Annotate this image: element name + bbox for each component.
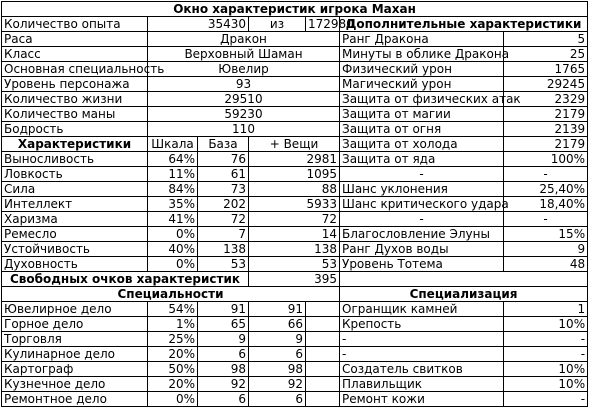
stat-name: Устойчивость: [2, 242, 148, 257]
specialty-name: Ювелирное дело: [2, 302, 148, 317]
info-value: 59230: [148, 107, 340, 122]
additional-value: 5: [504, 32, 588, 47]
additional-value: 25,40%: [504, 182, 588, 197]
specialization-value: -: [504, 332, 588, 347]
stat-scale: 64%: [148, 152, 198, 167]
additional-value: 29245: [504, 77, 588, 92]
character-stats-table: [1, 1, 588, 407]
specialty-row: [2, 332, 588, 347]
specialties-header-row: [2, 287, 588, 302]
specialty-base: 91: [198, 302, 249, 317]
stat-row: [2, 167, 588, 182]
specialty-base: 92: [198, 377, 249, 392]
additional-label: Ранг Духов воды: [340, 242, 504, 257]
stat-row: [2, 152, 588, 167]
stat-row: [2, 227, 588, 242]
additional-value: 1765: [504, 62, 588, 77]
additional-label: Уровень Тотема: [340, 257, 504, 272]
exp-current: 35430: [148, 17, 249, 32]
specialty-items: 9: [249, 332, 306, 347]
empty-cell: [306, 362, 340, 377]
empty-cell: [306, 302, 340, 317]
specialization-label: Создатель свитков: [340, 362, 504, 377]
specialty-scale: 20%: [148, 377, 198, 392]
stat-scale: 11%: [148, 167, 198, 182]
stat-scale: 35%: [148, 197, 198, 212]
stats-base-header: База: [198, 137, 249, 152]
info-value: 110: [148, 122, 340, 137]
specialty-base: 65: [198, 317, 249, 332]
additional-label: Шанс уклонения: [340, 182, 504, 197]
info-row: [2, 77, 588, 92]
stats-scale-header: Шкала: [148, 137, 198, 152]
specialty-items: 6: [249, 392, 306, 407]
stat-row: [2, 197, 588, 212]
info-row: [2, 107, 588, 122]
specialty-scale: 1%: [148, 317, 198, 332]
additional-value: 2329: [504, 92, 588, 107]
info-label: Количество маны: [2, 107, 148, 122]
specialization-value: 10%: [504, 377, 588, 392]
info-value: Дракон: [148, 32, 340, 47]
specialization-label: Крепость: [340, 317, 504, 332]
stat-row: [2, 212, 588, 227]
additional-value: 9: [504, 242, 588, 257]
additional-value: 2179: [504, 137, 588, 152]
stat-scale: 84%: [148, 182, 198, 197]
specialty-items: 66: [249, 317, 306, 332]
additional-label: Благословление Элуны: [340, 227, 504, 242]
exp-of: из: [249, 17, 306, 32]
specialty-name: Ремонтное дело: [2, 392, 148, 407]
specialization-label: Плавильщик: [340, 377, 504, 392]
specialization-value: -: [504, 347, 588, 362]
free-points-row: [2, 272, 588, 287]
specialization-value: 10%: [504, 317, 588, 332]
stat-items: 88: [249, 182, 340, 197]
additional-label: Ранг Дракона: [340, 32, 504, 47]
specialization-title: Специализация: [340, 287, 588, 302]
stat-row: [2, 242, 588, 257]
empty-cell: [306, 392, 340, 407]
specialty-base: 6: [198, 347, 249, 362]
specialization-label: -: [340, 332, 504, 347]
info-row: [2, 32, 588, 47]
empty-cell: [306, 317, 340, 332]
free-points-label: Свободных очков характеристик: [2, 272, 249, 287]
stat-items: 72: [249, 212, 340, 227]
additional-label: Защита от магии: [340, 107, 504, 122]
additional-value: 18,40%: [504, 197, 588, 212]
info-value: Верховный Шаман: [148, 47, 340, 62]
stats-items-header: + Вещи: [249, 137, 340, 152]
stat-scale: 0%: [148, 257, 198, 272]
additional-label: -: [340, 212, 504, 227]
empty-cell: [340, 272, 504, 287]
stat-items: 138: [249, 242, 340, 257]
info-label: Количество жизни: [2, 92, 148, 107]
info-value: Ювелир: [148, 62, 340, 77]
info-label: Бодрость: [2, 122, 148, 137]
stat-scale: 41%: [148, 212, 198, 227]
stat-name: Ремесло: [2, 227, 148, 242]
info-row: [2, 62, 588, 77]
stat-items: 2981: [249, 152, 340, 167]
specialty-row: [2, 317, 588, 332]
stat-items: 5933: [249, 197, 340, 212]
additional-label: Минуты в облике Дракона: [340, 47, 504, 62]
info-row: [2, 92, 588, 107]
specialty-row: [2, 392, 588, 407]
stat-row: [2, 257, 588, 272]
stat-base: 76: [198, 152, 249, 167]
additional-label: Магический урон: [340, 77, 504, 92]
additional-value: 48: [504, 257, 588, 272]
free-points-value: 395: [249, 272, 340, 287]
specialty-row: [2, 377, 588, 392]
specialty-base: 6: [198, 392, 249, 407]
stat-items: 1095: [249, 167, 340, 182]
empty-cell: [504, 272, 588, 287]
info-label: Уровень персонажа: [2, 77, 148, 92]
additional-value: -: [504, 212, 588, 227]
stat-base: 73: [198, 182, 249, 197]
specialty-row: [2, 362, 588, 377]
additional-value: 15%: [504, 227, 588, 242]
specialty-name: Картограф: [2, 362, 148, 377]
info-row: [2, 47, 588, 62]
specialty-name: Торговля: [2, 332, 148, 347]
window-title: Окно характеристик игрока Махан: [2, 2, 588, 17]
stats-header-row: [2, 137, 588, 152]
stat-scale: 0%: [148, 227, 198, 242]
stat-scale: 40%: [148, 242, 198, 257]
stat-items: 53: [249, 257, 340, 272]
stat-base: 7: [198, 227, 249, 242]
specialization-label: Огранщик камней: [340, 302, 504, 317]
specialty-name: Горное дело: [2, 317, 148, 332]
info-label: Раса: [2, 32, 148, 47]
specialty-items: 91: [249, 302, 306, 317]
specialization-value: 1: [504, 302, 588, 317]
stat-name: Выносливость: [2, 152, 148, 167]
empty-cell: [306, 332, 340, 347]
specialty-scale: 20%: [148, 347, 198, 362]
specialty-row: [2, 347, 588, 362]
specialty-scale: 50%: [148, 362, 198, 377]
info-label: Класс: [2, 47, 148, 62]
info-label: Основная специальность: [2, 62, 148, 77]
exp-row: [2, 17, 588, 32]
specialty-base: 9: [198, 332, 249, 347]
specialty-items: 98: [249, 362, 306, 377]
additional-label: Физический урон: [340, 62, 504, 77]
additional-label: Защита от холода: [340, 137, 504, 152]
stat-base: 138: [198, 242, 249, 257]
stat-name: Интеллект: [2, 197, 148, 212]
additional-value: -: [504, 167, 588, 182]
empty-cell: [306, 347, 340, 362]
stat-base: 72: [198, 212, 249, 227]
exp-label: Количество опыта: [2, 17, 148, 32]
specialty-scale: 25%: [148, 332, 198, 347]
stat-base: 53: [198, 257, 249, 272]
additional-value: 2139: [504, 122, 588, 137]
info-row: [2, 122, 588, 137]
stat-base: 61: [198, 167, 249, 182]
specialty-row: [2, 302, 588, 317]
specialty-scale: 54%: [148, 302, 198, 317]
stat-name: Сила: [2, 182, 148, 197]
additional-title: Дополнительные характеристики: [340, 17, 588, 32]
info-value: 93: [148, 77, 340, 92]
stat-name: Харизма: [2, 212, 148, 227]
additional-value: 25: [504, 47, 588, 62]
additional-label: Защита от физических атак: [340, 92, 504, 107]
specialization-value: -: [504, 392, 588, 407]
specialization-label: Ремонт кожи: [340, 392, 504, 407]
specialty-items: 6: [249, 347, 306, 362]
specialty-items: 92: [249, 377, 306, 392]
specialty-name: Кузнечное дело: [2, 377, 148, 392]
info-value: 29510: [148, 92, 340, 107]
stat-name: Ловкость: [2, 167, 148, 182]
stat-items: 14: [249, 227, 340, 242]
stats-title: Характеристики: [2, 137, 148, 152]
additional-label: Защита от огня: [340, 122, 504, 137]
specialty-name: Кулинарное дело: [2, 347, 148, 362]
stat-row: [2, 182, 588, 197]
specialty-scale: 0%: [148, 392, 198, 407]
additional-value: 2179: [504, 107, 588, 122]
title-row: [2, 2, 588, 17]
additional-label: -: [340, 167, 504, 182]
empty-cell: [306, 377, 340, 392]
stat-base: 202: [198, 197, 249, 212]
specialization-label: -: [340, 347, 504, 362]
additional-label: Защита от яда: [340, 152, 504, 167]
specialties-title: Специальности: [2, 287, 340, 302]
additional-value: 100%: [504, 152, 588, 167]
specialty-base: 98: [198, 362, 249, 377]
stat-name: Духовность: [2, 257, 148, 272]
specialization-value: 10%: [504, 362, 588, 377]
additional-label: Шанс критического удара: [340, 197, 504, 212]
exp-max: 172980: [306, 17, 340, 32]
